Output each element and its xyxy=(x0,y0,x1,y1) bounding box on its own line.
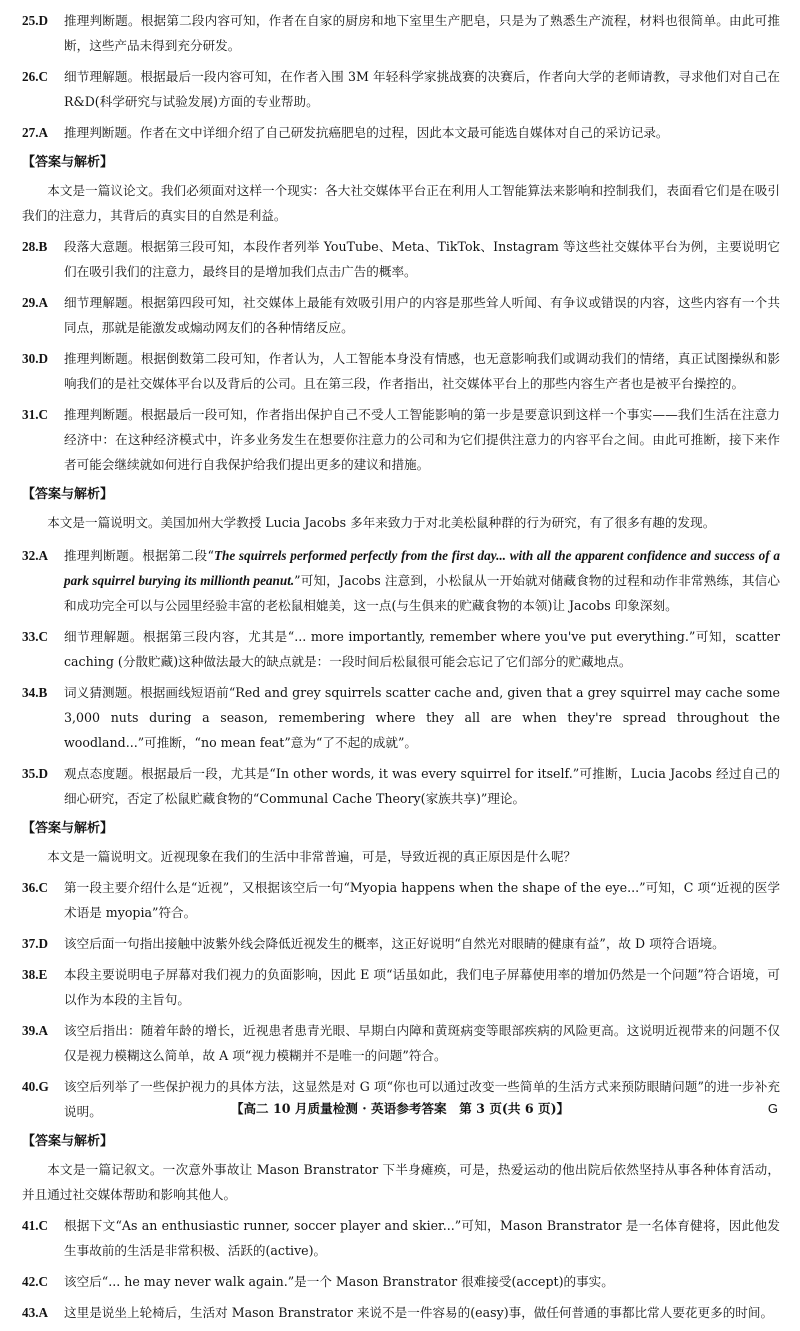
answer-number: 28.B xyxy=(22,239,48,254)
answer-number: 36.C xyxy=(22,880,49,895)
answer-explanation: 该空后“... he may never walk again.”是一个 Mason Branstrator 很难接受(accept)的事实。 xyxy=(64,1274,614,1289)
answer-number: 34.B xyxy=(22,685,48,700)
answer-item-39 xyxy=(22,1018,780,1068)
answer-number: 31.C xyxy=(22,407,49,422)
answer-key-content xyxy=(22,8,780,1331)
footer-page-info: 【高二 10 月质量检测 · 英语参考答案 第 3 页(共 6 页)】 xyxy=(230,1101,570,1116)
answer-explanation: 细节理解题。根据最后一段内容可知，在作者入围 3M 年轻科学家挑战赛的决赛后，作者向大学的老师请教，寻求他们对自己在 R&D(科学研究与试验发展)方面的专业帮助。 xyxy=(64,69,780,109)
answer-explanation: 根据下文“As an enthusiastic runner, soccer player and skier...”可知，Mason Branstrator 是一名体育健将，因此他发生事故前的生活是非常积极、活跃的(active)。 xyxy=(64,1218,780,1258)
quoted-passage: The squirrels performed perfectly from the first day... with all the apparent confidence and success of a park squirrel burying its millionth peanut. xyxy=(64,548,780,588)
answer-item-30 xyxy=(22,346,780,396)
answer-explanation: 观点态度题。根据最后一段，尤其是“In other words, it was every squirrel for itself.”可推断，Lucia Jacobs 经过自己的细心研究，否定了松鼠贮藏食物的“Communal Cache Theory(家族共享)”理论。 xyxy=(64,766,780,806)
answer-explanation: 该空后列举了一些保护视力的具体方法，这显然是对 G 项“你也可以通过改变一些简单的生活方式来预防眼睛问题”的进一步补充说明。 xyxy=(64,1079,780,1119)
answer-explanation: 推理判断题。根据最后一段可知，作者指出保护自己不受人工智能影响的第一步是要意识到这样一个事实——我们生活在注意力经济中：在这种经济模式中，许多业务发生在想要你注意力的公司和为它们提供注意力的内容平台之间。由此可推断，接下来作者可能会继续就如何进行自我保护给我们提出更多的建议和措施。 xyxy=(64,407,780,472)
answer-explanation: 该空后指出：随着年龄的增长，近视患者患青光眼、早期白内障和黄斑病变等眼部疾病的风险更高。这说明近视带来的问题不仅仅是视力模糊这么简单，故 A 项“视力模糊并不是唯一的问题”符合。 xyxy=(64,1023,780,1063)
answer-number: 39.A xyxy=(22,1023,49,1038)
answer-item-43 xyxy=(22,1300,780,1325)
passage-summary-e: 本文是一篇记叙文。一次意外事故让 Mason Branstrator 下半身瘫痪，可是，热爱运动的他出院后依然坚持从事各种体育活动，并且通过社交媒体帮助和影响其他人。 xyxy=(22,1162,780,1202)
section-heading: 【答案与解析】 xyxy=(22,821,114,836)
section-heading: 【答案与解析】 xyxy=(22,1134,114,1149)
passage-summary-d: 本文是一篇说明文。近视现象在我们的生活中非常普遍，可是，导致近视的真正原因是什么呢？ xyxy=(47,849,577,864)
answer-item-42 xyxy=(22,1269,780,1294)
answer-explanation: 推理判断题。根据第二段内容可知，作者在自家的厨房和地下室里生产肥皂，只是为了熟悉生产流程，材料也很简单。由此可推断，这些产品未得到充分研发。 xyxy=(64,13,780,53)
answer-explanation-tail: ”可知，Jacobs 注意到，小松鼠从一开始就对储藏食物的过程和动作非常熟练，其信心和成功完全可以与公园里经验丰富的老松鼠相媲美，这一点(与生俱来的贮藏食物的本领)让 Jacobs 印象深刻。 xyxy=(64,573,780,613)
answer-item-35 xyxy=(22,761,780,811)
answer-item-29 xyxy=(22,290,780,340)
answer-number: 27.A xyxy=(22,125,49,140)
answer-explanation: 细节理解题。根据第三段内容，尤其是“... more importantly, remember where you've put everything.”可知，scatter caching (分散贮藏)这种做法最大的缺点就是：一段时间后松鼠很可能会忘记了它们部分的贮藏地点。 xyxy=(64,629,780,669)
passage-summary-c: 本文是一篇说明文。美国加州大学教授 Lucia Jacobs 多年来致力于对北美松鼠种群的行为研究，有了很多有趣的发现。 xyxy=(47,515,716,530)
answer-explanation: 段落大意题。根据第三段可知，本段作者列举 YouTube、Meta、TikTok、Instagram 等这些社交媒体平台为例，主要说明它们在吸引我们的注意力，最终目的是增加我们点击广告的概率。 xyxy=(64,239,780,279)
answer-item-38 xyxy=(22,962,780,1012)
answer-number: 42.C xyxy=(22,1274,49,1289)
answer-explanation-lead: 推理判断题。根据第二段“ xyxy=(64,548,214,563)
answer-item-26 xyxy=(22,64,780,114)
answer-explanation: 推理判断题。作者在文中详细介绍了自己研发抗癌肥皂的过程，因此本文最可能选自媒体对自己的采访记录。 xyxy=(64,125,669,140)
answer-number: 29.A xyxy=(22,295,49,310)
answer-explanation: 该空后面一句指出接触中波紫外线会降低近视发生的概率，这正好说明“自然光对眼睛的健康有益”，故 D 项符合语境。 xyxy=(64,936,725,951)
answer-item-33 xyxy=(22,624,780,674)
answer-explanation: 这里是说坐上轮椅后，生活对 Mason Branstrator 来说不是一件容易的(easy)事，做任何普通的事都比常人要花更多的时间。 xyxy=(64,1305,774,1320)
answer-number: 25.D xyxy=(22,13,49,28)
answer-item-41 xyxy=(22,1213,780,1263)
answer-number: 32.A xyxy=(22,548,49,563)
answer-number: 40.G xyxy=(22,1079,49,1094)
answer-item-32 xyxy=(22,543,780,618)
page-footer xyxy=(0,1098,800,1120)
answer-explanation: 推理判断题。根据倒数第二段可知，作者认为，人工智能本身没有情感，也无意影响我们或调动我们的情绪，真正试图操纵和影响我们的是社交媒体平台以及背后的公司。且在第三段，作者指出，社交媒体平台上的那些内容生产者也是被平台操控的。 xyxy=(64,351,780,391)
passage-summary-b: 本文是一篇议论文。我们必须面对这样一个现实：各大社交媒体平台正在利用人工智能算法来影响和控制我们，表面看它们是在吸引我们的注意力，其背后的真实目的自然是利益。 xyxy=(22,183,780,223)
answer-number: 38.E xyxy=(22,967,48,982)
answer-explanation: 细节理解题。根据第四段可知，社交媒体上最能有效吸引用户的内容是那些耸人听闻、有争议或错误的内容，这些内容有一个共同点，那就是能激发或煽动网友们的各种情绪反应。 xyxy=(64,295,780,335)
answer-item-37 xyxy=(22,931,780,956)
answer-number: 41.C xyxy=(22,1218,49,1233)
section-heading: 【答案与解析】 xyxy=(22,487,114,502)
answer-item-36 xyxy=(22,875,780,925)
answer-item-28 xyxy=(22,234,780,284)
section-heading: 【答案与解析】 xyxy=(22,155,114,170)
answer-explanation: 词义猜测题。根据画线短语前“Red and grey squirrels scatter cache and, given that a grey squirrel may cache some 3,000 nuts during a season, remembering where they all are when they're spread throughout the woodland...”可推断，“no mean feat”意为“了不起的成就”。 xyxy=(64,685,780,750)
answer-number: 30.D xyxy=(22,351,49,366)
answer-number: 37.D xyxy=(22,936,49,951)
answer-item-31 xyxy=(22,402,780,477)
answer-number: 33.C xyxy=(22,629,49,644)
answer-explanation: 第一段主要介绍什么是“近视”，又根据该空后一句“Myopia happens when the shape of the eye...”可知，C 项“近视的医学术语是 myopia”符合。 xyxy=(64,880,780,920)
answer-item-34 xyxy=(22,680,780,755)
footer-version-mark: G xyxy=(767,1101,778,1116)
answer-number: 43.A xyxy=(22,1305,49,1320)
answer-number: 26.C xyxy=(22,69,49,84)
answer-item-27 xyxy=(22,120,780,145)
answer-explanation: 本段主要说明电子屏幕对我们视力的负面影响，因此 E 项“话虽如此，我们电子屏幕使用率的增加仍然是一个问题”符合语境，可以作为本段的主旨句。 xyxy=(64,967,780,1007)
answer-number: 35.D xyxy=(22,766,49,781)
answer-item-25 xyxy=(22,8,780,58)
